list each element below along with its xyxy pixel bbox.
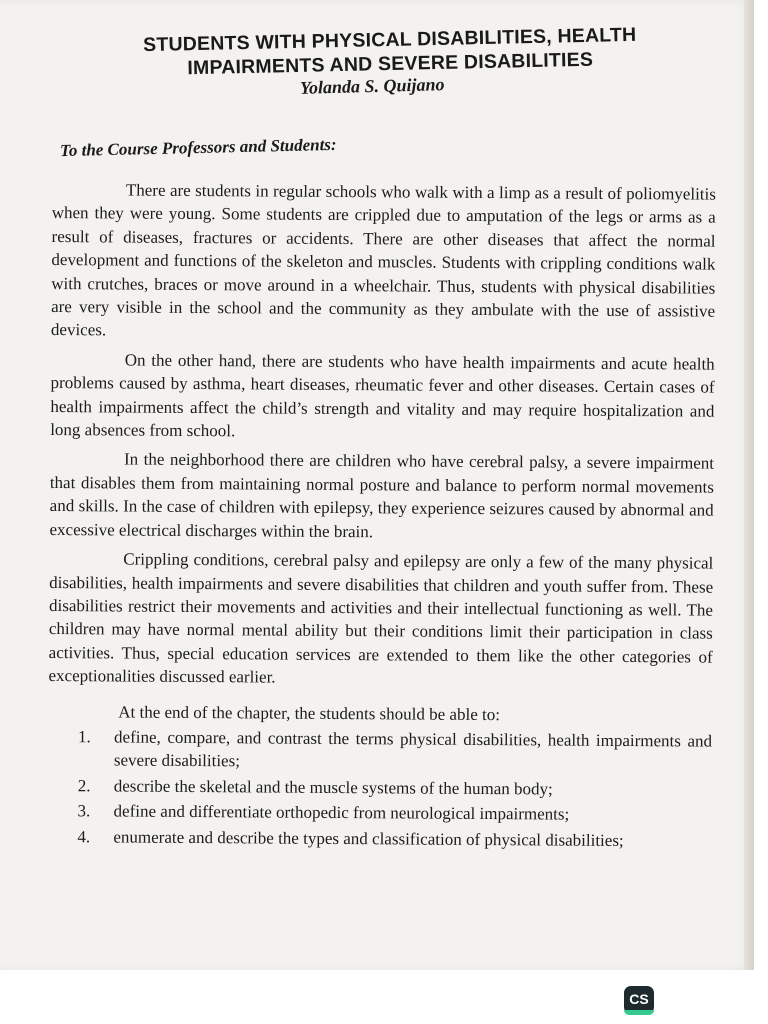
objectives-intro: At the end of the chapter, the students should be able to: (118, 702, 501, 724)
chapter-title-line-1: STUDENTS WITH PHYSICAL DISABILITIES, HEALTH (142, 23, 637, 57)
objective-text: describe the skeletal and the muscle systems of the human body; (113, 776, 553, 799)
author-name: Yolanda S. Quijano (299, 74, 445, 98)
objective-item (47, 825, 711, 853)
chapter-title-line-2: IMPAIRMENTS AND SEVERE DISABILITIES (187, 48, 594, 80)
chapter-title (60, 21, 721, 83)
objective-text: define and differentiate orthopedic from neurological impairments; (113, 801, 570, 824)
objective-item (48, 774, 712, 802)
paragraph-3: In the neighborhood there are children who have cerebral palsy, a severe impairment that disables them from maintaining normal posture and balance to perform normal movements and skills. In the case of children with epilepsy, they experience seizures caused by abnormal and excessive electrical discharges within the brain. (49, 449, 715, 541)
paragraph-1: There are students in regular schools who walk with a limp as a result of poliomyelitis when they were young. Some students are crippled due to amputation of the legs or arms as a result of diseases, fractures or accidents. There are other diseases that affect the normal development and functions of the skeleton and muscles. Students with crippling conditions walk with crutches, braces or move around in a wheelchair. Thus, students with physical disabilities are very visible in the school and the community as they ambulate with the use of assistive devices. (50, 180, 716, 340)
objectives-list (47, 725, 712, 853)
objective-item (48, 725, 712, 776)
camscanner-logo-icon: CS (624, 986, 654, 1014)
objective-number: 2. (77, 775, 91, 796)
objective-number: 1. (78, 727, 91, 747)
objective-item (48, 799, 712, 827)
body-text (47, 178, 716, 855)
salutation: To the Course Professors and Students: (59, 134, 337, 161)
objective-text: define, compare, and contrast the terms physical disabilities, health impairments and severe disabilities; (113, 727, 713, 771)
paragraph-2: On the other hand, there are students who have health impairments and acute health problems caused by asthma, heart diseases, rheumatic fever and other diseases. Certain cases of health impairments affect the child’s strength and vitality and may require hospitalization and long absences from school. (50, 350, 715, 441)
objective-number: 3. (77, 801, 91, 821)
objective-number: 4. (77, 826, 91, 846)
paragraph-4: Crippling conditions, cerebral palsy and epilepsy are only a few of the many physical disabilities, health impairments and severe disabilities that children and youth suffer from. These disabilities restrict their movements and activities and their intellectual functioning as well. The children may have normal mental ability but their conditions limit their participation in class activities. Thus, special education services are extended to them like the other categories of exceptionalities discussed earlier. (48, 549, 714, 687)
page-edge (744, 0, 754, 970)
objective-text: enumerate and describe the types and classification of physical disabilities; (113, 827, 624, 850)
